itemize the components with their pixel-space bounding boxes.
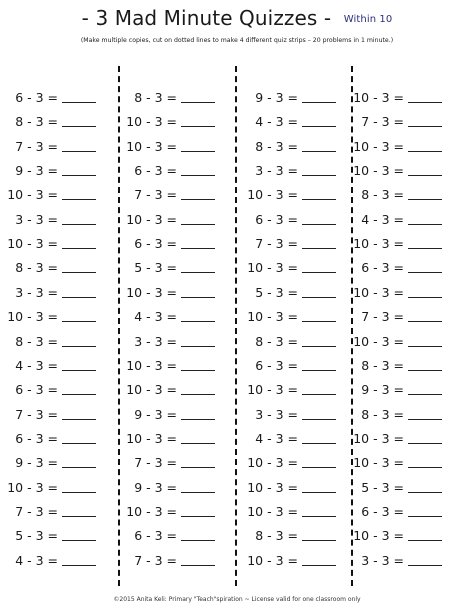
answer-blank[interactable] [408,271,442,273]
problem-row [246,454,351,472]
problem-row [246,381,351,399]
answer-blank[interactable] [408,125,442,127]
answer-blank[interactable] [408,515,442,517]
problem-text: 10 - 3 = [126,357,177,373]
problem-row [352,259,457,277]
answer-blank[interactable] [62,101,96,103]
answer-blank[interactable] [408,564,442,566]
problem-text: 10 - 3 = [126,503,177,519]
problem-row [246,503,351,521]
answer-blank[interactable] [181,345,215,347]
cut-line-1 [118,66,120,586]
answer-blank[interactable] [408,198,442,200]
answer-blank[interactable] [181,539,215,541]
answer-blank[interactable] [62,466,96,468]
answer-blank[interactable] [302,418,336,420]
problem-text: 10 - 3 = [7,479,58,495]
answer-blank[interactable] [181,150,215,152]
answer-blank[interactable] [408,539,442,541]
problem-text: 6 - 3 = [255,211,298,227]
problem-row [352,89,457,107]
problem-text: 10 - 3 = [126,211,177,227]
problem-text: 10 - 3 = [7,236,58,252]
problem-text: 8 - 3 = [361,357,404,373]
problem-text: 3 - 3 = [15,284,58,300]
problem-row [246,113,351,131]
problem-text: 4 - 3 = [134,309,177,325]
problem-text: 10 - 3 = [353,284,404,300]
answer-blank[interactable] [181,296,215,298]
problem-row [125,406,230,424]
answer-blank[interactable] [408,150,442,152]
problem-text: 7 - 3 = [134,552,177,568]
problem-text: 6 - 3 = [361,260,404,276]
problem-text: 10 - 3 = [247,309,298,325]
answer-blank[interactable] [181,247,215,249]
problem-text: 10 - 3 = [247,260,298,276]
problem-row [6,284,111,302]
problem-text: 8 - 3 = [361,406,404,422]
problem-text: 6 - 3 = [15,430,58,446]
answer-blank[interactable] [181,101,215,103]
problem-row [6,552,111,570]
answer-blank[interactable] [62,174,96,176]
problem-text: 7 - 3 = [15,138,58,154]
problem-text: 8 - 3 = [15,114,58,130]
answer-blank[interactable] [408,174,442,176]
answer-blank[interactable] [62,393,96,395]
problem-row [6,479,111,497]
problem-text: 6 - 3 = [15,90,58,105]
problem-text: 8 - 3 = [15,260,58,276]
problem-text: 3 - 3 = [255,163,298,179]
copyright-footer: ©2015 Anita Keli: Primary "Teach"spiration ~ License valid for one classroom only [113,596,361,603]
problem-text: 10 - 3 = [126,382,177,398]
problem-row [125,503,230,521]
answer-blank[interactable] [408,466,442,468]
answer-blank[interactable] [62,150,96,152]
problem-text: 10 - 3 = [126,430,177,446]
problem-text: 10 - 3 = [247,552,298,568]
problem-text: 8 - 3 = [134,90,177,105]
problem-text: 9 - 3 = [134,479,177,495]
problem-text: 6 - 3 = [361,503,404,519]
problem-text: 7 - 3 = [134,187,177,203]
problem-text: 10 - 3 = [126,114,177,130]
problem-row [6,308,111,326]
problem-text: 10 - 3 = [353,528,404,544]
problem-row [352,406,457,424]
answer-blank[interactable] [62,198,96,200]
problem-row [125,430,230,448]
problem-text: 7 - 3 = [361,114,404,130]
problem-row [352,479,457,497]
answer-blank[interactable] [302,491,336,493]
answer-blank[interactable] [302,101,336,103]
answer-blank[interactable] [302,539,336,541]
problem-row [352,430,457,448]
problem-row [125,357,230,375]
problem-text: 10 - 3 = [353,90,404,105]
problem-row [125,333,230,351]
problem-text: 10 - 3 = [247,503,298,519]
problem-text: 6 - 3 = [255,357,298,373]
problem-text: 10 - 3 = [7,309,58,325]
problem-text: 8 - 3 = [255,528,298,544]
problem-text: 5 - 3 = [15,528,58,544]
instructions: (Make multiple copies, cut on dotted lines to make 4 different quiz strips – 20 problems in 1 minute.) [80,37,394,44]
problem-row [352,333,457,351]
answer-blank[interactable] [181,466,215,468]
title-dash-right: - [323,6,332,30]
range-subtitle: Within 10 [343,14,393,25]
problem-row [6,527,111,545]
answer-blank[interactable] [302,198,336,200]
problem-row [6,138,111,156]
answer-blank[interactable] [408,247,442,249]
problem-text: 7 - 3 = [255,236,298,252]
answer-blank[interactable] [62,271,96,273]
problem-text: 10 - 3 = [247,187,298,203]
cut-line-3 [351,66,353,586]
problem-text: 10 - 3 = [126,138,177,154]
problem-row [125,308,230,326]
answer-blank[interactable] [408,320,442,322]
problem-row [352,284,457,302]
answer-blank[interactable] [408,296,442,298]
problem-text: 10 - 3 = [7,187,58,203]
answer-blank[interactable] [302,271,336,273]
problem-row [6,357,111,375]
answer-blank[interactable] [181,491,215,493]
problem-row [352,308,457,326]
problem-row [6,162,111,180]
answer-blank[interactable] [302,466,336,468]
cut-line-2 [235,66,237,586]
answer-blank[interactable] [181,271,215,273]
problem-row [6,89,111,107]
problem-row [352,527,457,545]
answer-blank[interactable] [302,223,336,225]
problem-row [352,138,457,156]
answer-blank[interactable] [181,442,215,444]
page-header [0,4,474,46]
problem-text: 10 - 3 = [353,430,404,446]
problem-row [246,333,351,351]
problem-row [246,308,351,326]
problem-row [125,527,230,545]
problem-row [246,357,351,375]
problem-row [6,259,111,277]
problem-text: 8 - 3 = [15,333,58,349]
problem-text: 10 - 3 = [353,138,404,154]
answer-blank[interactable] [302,320,336,322]
answer-blank[interactable] [181,223,215,225]
answer-blank[interactable] [302,442,336,444]
answer-blank[interactable] [62,564,96,566]
answer-blank[interactable] [302,150,336,152]
answer-blank[interactable] [62,491,96,493]
problem-text: 8 - 3 = [255,138,298,154]
problem-row [125,259,230,277]
answer-blank[interactable] [302,369,336,371]
problem-row [352,381,457,399]
problem-text: 6 - 3 = [134,528,177,544]
problem-text: 3 - 3 = [15,211,58,227]
answer-blank[interactable] [408,345,442,347]
problem-text: 5 - 3 = [361,479,404,495]
problem-text: 10 - 3 = [353,236,404,252]
problem-text: 10 - 3 = [353,333,404,349]
problem-text: 3 - 3 = [255,406,298,422]
answer-blank[interactable] [181,320,215,322]
answer-blank[interactable] [62,369,96,371]
problem-text: 10 - 3 = [353,455,404,471]
problem-text: 6 - 3 = [134,236,177,252]
problem-row [6,381,111,399]
answer-blank[interactable] [181,515,215,517]
problem-row [125,284,230,302]
answer-blank[interactable] [62,418,96,420]
answer-blank[interactable] [62,320,96,322]
answer-blank[interactable] [62,345,96,347]
answer-blank[interactable] [408,418,442,420]
problem-text: 9 - 3 = [15,163,58,179]
problem-row [246,259,351,277]
problem-row [246,430,351,448]
problem-row [125,381,230,399]
problem-text: 10 - 3 = [126,284,177,300]
problem-row [352,552,457,570]
problem-row [6,186,111,204]
problem-text: 8 - 3 = [361,187,404,203]
answer-blank[interactable] [62,539,96,541]
answer-blank[interactable] [302,296,336,298]
problem-row [246,211,351,229]
problem-row [352,357,457,375]
answer-blank[interactable] [302,393,336,395]
problem-text: 5 - 3 = [134,260,177,276]
answer-blank[interactable] [302,247,336,249]
problem-row [6,454,111,472]
answer-blank[interactable] [62,223,96,225]
answer-blank[interactable] [181,198,215,200]
problem-row [246,138,351,156]
answer-blank[interactable] [408,442,442,444]
problem-row [246,186,351,204]
answer-blank[interactable] [181,125,215,127]
problem-row [6,235,111,253]
problem-text: 6 - 3 = [134,163,177,179]
answer-blank[interactable] [408,491,442,493]
problem-text: 4 - 3 = [255,114,298,130]
problem-text: 3 - 3 = [361,552,404,568]
answer-blank[interactable] [302,174,336,176]
answer-blank[interactable] [302,515,336,517]
answer-blank[interactable] [62,515,96,517]
problem-row [6,113,111,131]
problem-row [246,406,351,424]
problem-row [125,454,230,472]
problem-row [352,186,457,204]
answer-blank[interactable] [181,564,215,566]
problem-text: 4 - 3 = [15,552,58,568]
problem-row [125,211,230,229]
problem-row [125,552,230,570]
answer-blank[interactable] [408,101,442,103]
problem-row [6,333,111,351]
problem-text: 8 - 3 = [255,333,298,349]
answer-blank[interactable] [408,369,442,371]
problem-row [246,235,351,253]
quiz-columns [0,66,474,586]
problem-row [352,162,457,180]
problem-text: 5 - 3 = [255,284,298,300]
answer-blank[interactable] [181,418,215,420]
problem-text: 6 - 3 = [15,382,58,398]
problem-text: 4 - 3 = [361,211,404,227]
problem-text: 3 - 3 = [134,333,177,349]
problem-row [246,284,351,302]
problem-row [125,186,230,204]
problem-row [246,162,351,180]
problem-row [352,113,457,131]
title-line [0,4,474,34]
problem-row [246,479,351,497]
answer-blank[interactable] [302,564,336,566]
problem-text: 7 - 3 = [134,455,177,471]
problem-row [246,89,351,107]
answer-blank[interactable] [62,442,96,444]
problem-text: 9 - 3 = [134,406,177,422]
problem-row [352,211,457,229]
problem-text: 10 - 3 = [353,163,404,179]
problem-row [246,527,351,545]
problem-text: 7 - 3 = [15,406,58,422]
problem-row [6,430,111,448]
problem-text: 10 - 3 = [247,382,298,398]
problem-row [6,503,111,521]
answer-blank[interactable] [181,393,215,395]
answer-blank[interactable] [408,223,442,225]
answer-blank[interactable] [181,369,215,371]
problem-text: 10 - 3 = [247,455,298,471]
problem-row [125,89,230,107]
problem-text: 9 - 3 = [361,382,404,398]
answer-blank[interactable] [62,296,96,298]
answer-blank[interactable] [302,345,336,347]
problem-text: 4 - 3 = [15,357,58,373]
problem-row [125,235,230,253]
problem-text: 7 - 3 = [15,503,58,519]
problem-row [6,406,111,424]
answer-blank[interactable] [62,247,96,249]
problem-text: 4 - 3 = [255,430,298,446]
problem-row [125,162,230,180]
problem-text: 9 - 3 = [255,90,298,105]
answer-blank[interactable] [62,125,96,127]
problem-text: 10 - 3 = [247,479,298,495]
problem-row [352,503,457,521]
problem-row [125,113,230,131]
problem-text: 7 - 3 = [361,309,404,325]
problem-row [352,235,457,253]
page-title: 3 Mad Minute Quizzes [95,6,318,30]
problem-row [125,138,230,156]
answer-blank[interactable] [181,174,215,176]
problem-text: 9 - 3 = [15,455,58,471]
title-dash-left: - [81,6,89,30]
problem-row [125,479,230,497]
problem-row [352,454,457,472]
answer-blank[interactable] [302,125,336,127]
answer-blank[interactable] [408,393,442,395]
problem-row [6,211,111,229]
problem-row [246,552,351,570]
